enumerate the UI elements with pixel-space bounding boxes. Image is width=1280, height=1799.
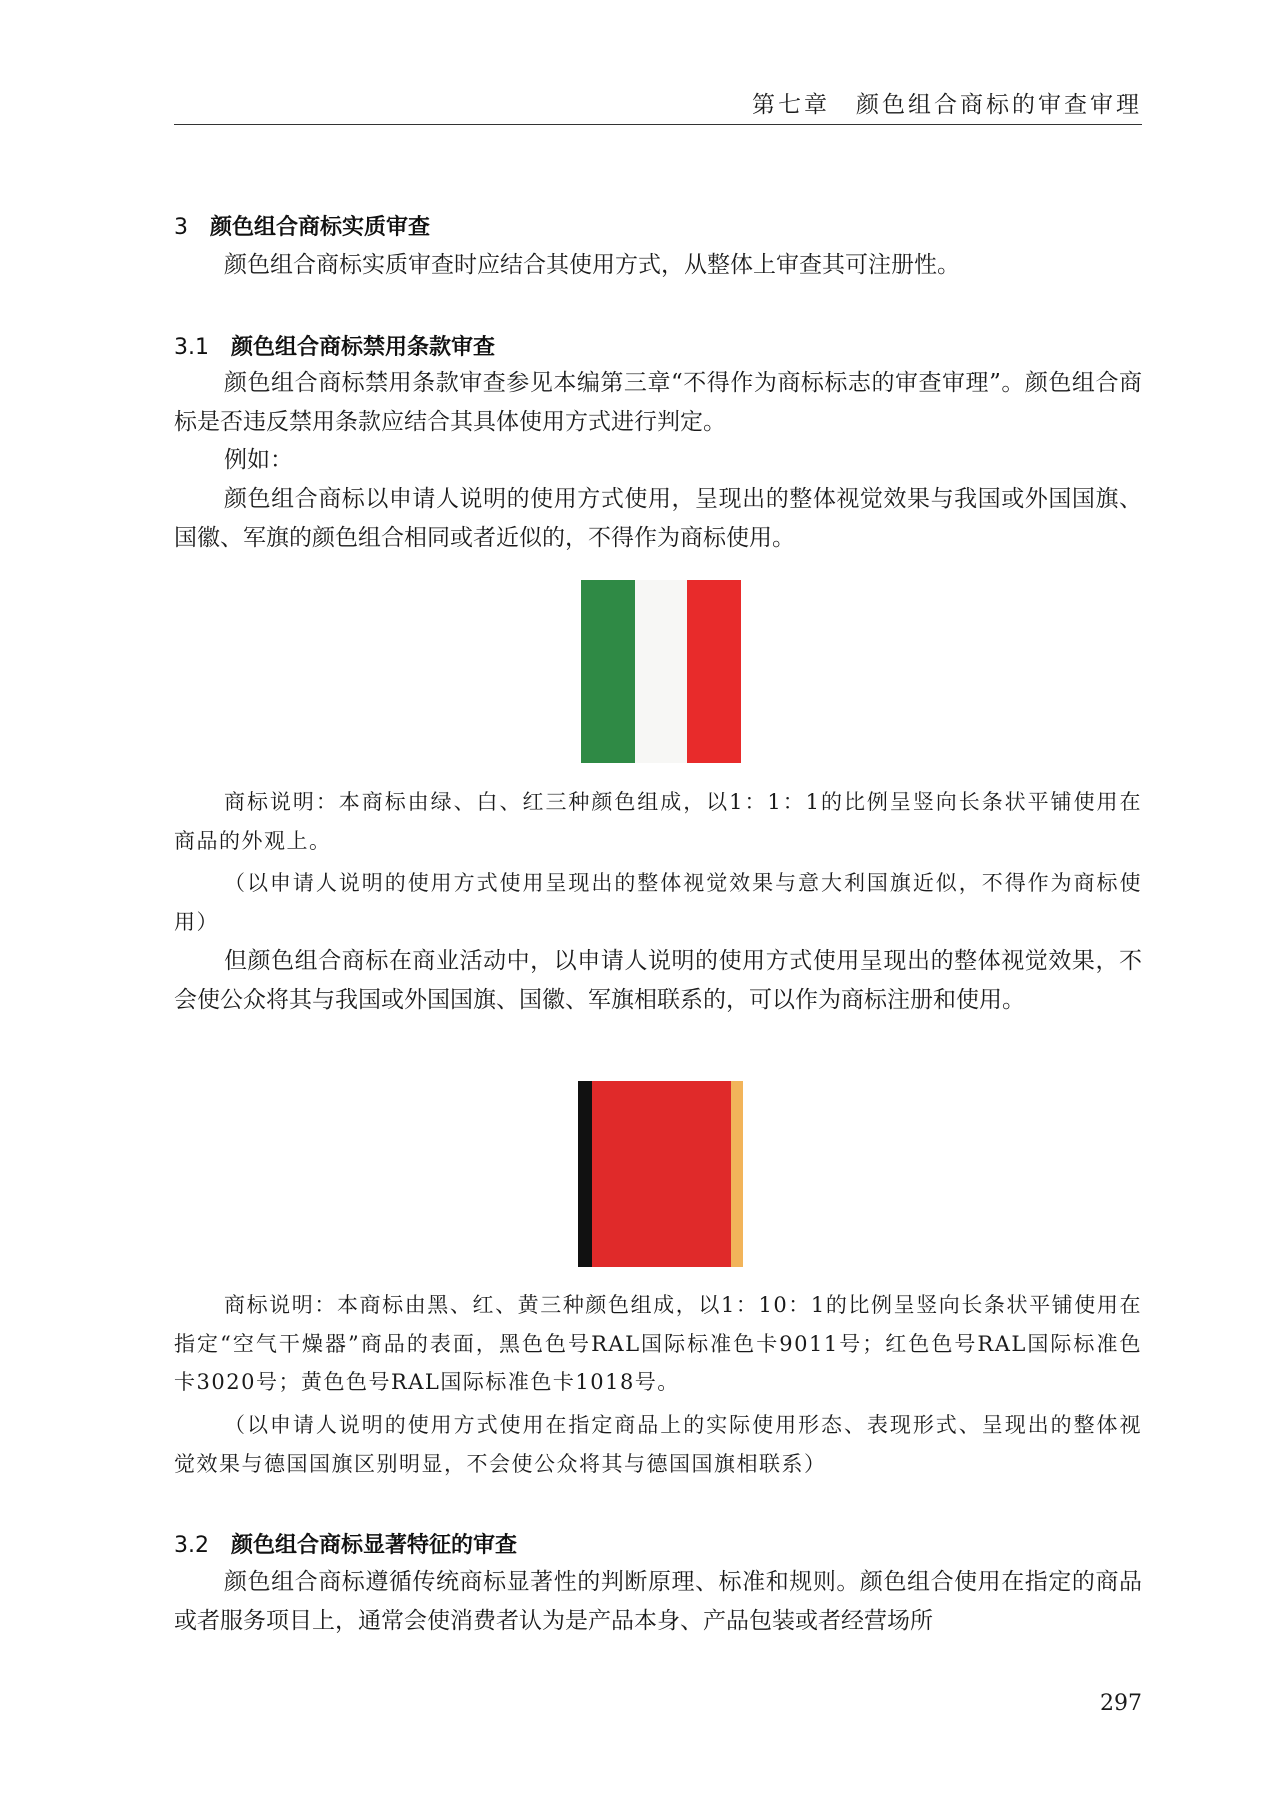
section-3-1-para-2: 颜色组合商标以申请人说明的使用方式使用，呈现出的整体视觉效果与我国或外国国旗、国徽、军旗的颜色组合相同或者近似的，不得作为商标使用。 [174,486,1142,551]
red-stripe [592,1081,731,1267]
tricolor-mark-black-red-yellow [578,1081,743,1267]
white-stripe [635,580,687,763]
example-2-description: 商标说明：本商标由黑、红、黄三种颜色组成，以1：10：1的比例呈竖向长条状平铺使用在指定“空气干燥器”商品的表面，黑色色号RAL国际标准色卡9011号；红色色号RAL国际标准色卡3020号；黄色色号RAL国际标准色卡1018号。 [174,1293,1142,1394]
section-number: 3.1 [174,335,209,360]
section-3-1-heading [174,330,495,361]
tricolor-mark-green-white-red [581,580,741,763]
section-number: 3.2 [174,1533,209,1558]
yellow-stripe [731,1081,743,1267]
section-3-1-para-3: 但颜色组合商标在商业活动中，以申请人说明的使用方式使用呈现出的整体视觉效果，不会使公众将其与我国或外国国旗、国徽、军旗相联系的，可以作为商标注册和使用。 [174,948,1142,1013]
example-1-remark: （以申请人说明的使用方式使用呈现出的整体视觉效果与意大利国旗近似，不得作为商标使用） [174,871,1142,934]
section-title: 颜色组合商标实质审查 [210,215,431,240]
section-title: 颜色组合商标禁用条款审查 [231,335,496,360]
running-header [174,82,1142,125]
section-3-1-para-1: 颜色组合商标禁用条款审查参见本编第三章“不得作为商标标志的审查审理”。颜色组合商标是否违反禁用条款应结合其具体使用方式进行判定。 [174,370,1142,435]
green-stripe [581,580,635,763]
example-label: 例如： [224,447,293,473]
section-3-heading [174,210,430,241]
section-3-intro: 颜色组合商标实质审查时应结合其使用方式，从整体上审查其可注册性。 [224,252,960,278]
black-stripe [578,1081,592,1267]
example-1-description: 商标说明：本商标由绿、白、红三种颜色组成，以1：1：1的比例呈竖向长条状平铺使用在商品的外观上。 [174,790,1142,853]
red-stripe [687,580,741,763]
example-2-remark: （以申请人说明的使用方式使用在指定商品上的实际使用形态、表现形式、呈现出的整体视觉效果与德国国旗区别明显，不会使公众将其与德国国旗相联系） [174,1413,1142,1476]
page-number: 297 [1100,1691,1142,1716]
chapter-title: 第七章 颜色组合商标的审查审理 [752,92,1142,118]
section-3-2-heading [174,1528,517,1559]
section-3-2-para-1: 颜色组合商标遵循传统商标显著性的判断原理、标准和规则。颜色组合使用在指定的商品或者服务项目上，通常会使消费者认为是产品本身、产品包装或者经营场所 [174,1569,1142,1634]
section-title: 颜色组合商标显著特征的审查 [231,1533,518,1558]
section-number: 3 [174,215,188,240]
